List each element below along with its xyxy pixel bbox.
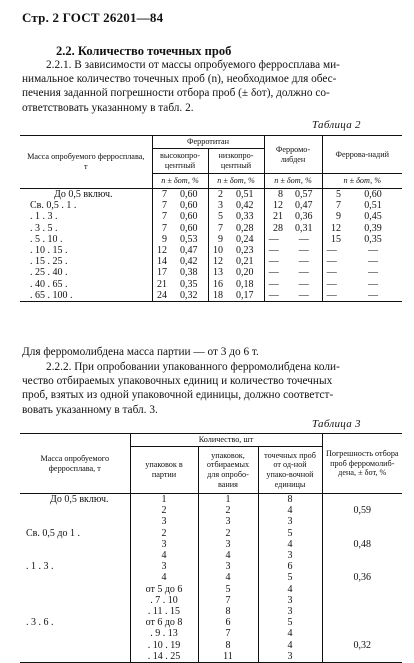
value-cell <box>322 561 402 572</box>
value-cell: — <box>264 267 286 278</box>
value-cell: 3 <box>198 516 258 527</box>
mass-cell <box>20 572 130 583</box>
mass-cell <box>20 539 130 550</box>
mass-cell <box>20 628 130 639</box>
value-cell: 4 <box>130 572 198 583</box>
value-cell: 3 <box>130 539 198 550</box>
value-cell: 0,24 <box>236 233 254 245</box>
value-cell: 3 <box>258 651 322 663</box>
value-cell: 9 <box>208 234 226 245</box>
table-row <box>20 561 402 572</box>
value-cell: 10 <box>208 245 226 256</box>
table-row <box>20 539 402 550</box>
value-cell: — <box>368 256 378 268</box>
value-cell: 24 <box>152 290 170 302</box>
value-cell <box>322 528 402 539</box>
value-cell: — <box>298 233 309 245</box>
table-row <box>20 595 402 606</box>
value-cell: 7 <box>208 223 226 234</box>
mass-cell: . 65 . 100 . <box>30 289 73 301</box>
mass-cell: . 1 . 3 . <box>30 211 58 223</box>
value-cell: 5 <box>258 572 322 583</box>
value-cell: 0,28 <box>236 222 254 234</box>
value-cell: 7 <box>198 628 258 639</box>
table-row <box>20 550 402 561</box>
value-cell <box>322 606 402 617</box>
value-cell: 5 <box>258 528 322 539</box>
value-cell: 12 <box>208 256 226 267</box>
table-row <box>20 290 402 302</box>
mass-cell <box>20 550 130 561</box>
value-cell: 4 <box>198 572 258 583</box>
value-cell: 5 <box>322 189 344 201</box>
col-ti-low: низкопро-центный <box>208 149 264 174</box>
value-cell: 0,42 <box>236 200 254 212</box>
value-cell: 0,21 <box>236 256 254 268</box>
value-cell: — <box>298 278 309 290</box>
sub-label: n ± δот, % <box>208 174 264 189</box>
value-cell: 13 <box>208 267 226 278</box>
value-cell: от 5 до 6 <box>130 584 198 595</box>
value-cell: 3 <box>258 550 322 561</box>
value-cell: 28 <box>264 223 286 234</box>
table-row <box>20 267 402 278</box>
table-row <box>20 516 402 527</box>
value-cell: 0,60 <box>180 200 198 212</box>
col-group-ferrotitan: Ферротитан <box>152 136 264 149</box>
col-selected: упаковок, отбираемых для опробо-вания <box>198 447 258 494</box>
text-line: 2.2.2. При опробовании упакованного ферромолибдена коли- <box>46 361 340 373</box>
mass-cell: . 25 . 40 . <box>30 267 68 279</box>
value-cell: 0,39 <box>364 222 382 234</box>
text-line: чество отбираемых упаковочных единиц и количество точечных <box>22 375 333 388</box>
value-cell: 9 <box>152 234 170 245</box>
value-cell: 0,23 <box>236 245 254 257</box>
value-cell: 7 <box>322 200 344 211</box>
value-cell: 3 <box>130 561 198 572</box>
value-cell: 2 <box>198 505 258 516</box>
table-row <box>20 584 402 595</box>
value-cell: 18 <box>208 290 226 302</box>
col-mass-header: Масса опробуемого ферросплава, т <box>20 434 130 494</box>
value-cell: 0,32 <box>180 289 198 301</box>
value-cell: 8 <box>198 640 258 651</box>
value-cell: . 9 . 13 <box>130 628 198 639</box>
table-row <box>20 606 402 617</box>
paragraph-2-2-1 <box>22 58 396 115</box>
table-row <box>20 572 402 583</box>
text-line: печения заданной погрешности отбора проб (± δот), должно со- <box>22 87 330 100</box>
table-row <box>20 245 402 256</box>
value-cell: 3 <box>258 595 322 606</box>
sub-label: n ± δот, % <box>152 174 208 189</box>
value-cell: — <box>322 290 344 302</box>
table-row <box>20 279 402 290</box>
value-cell: 0,60 <box>180 222 198 234</box>
value-cell <box>322 550 402 561</box>
table-row <box>20 494 402 506</box>
text-line: 2.2.1. В зависимости от массы опробуемого ферросплава ми- <box>46 59 340 71</box>
col-ferromolybdenum: Ферромо-либден <box>264 136 322 174</box>
text-line: вовать указанному в табл. 3. <box>22 403 158 416</box>
value-cell: 4 <box>130 550 198 561</box>
value-cell: 5 <box>198 584 258 595</box>
value-cell: 14 <box>152 256 170 267</box>
value-cell: 2 <box>208 189 226 201</box>
table-3-body <box>20 494 402 663</box>
value-cell: 0,18 <box>236 278 254 290</box>
value-cell: 0,33 <box>236 211 254 223</box>
value-cell: 3 <box>198 561 258 572</box>
value-cell: 4 <box>258 505 322 516</box>
value-cell: 4 <box>198 550 258 561</box>
value-cell: 11 <box>198 651 258 663</box>
value-cell: 0,32 <box>322 640 402 651</box>
value-cell: 12 <box>322 223 344 234</box>
table-row <box>20 505 402 516</box>
value-cell <box>322 628 402 639</box>
value-cell: 12 <box>264 200 286 211</box>
value-cell: 0,36 <box>322 572 402 583</box>
value-cell: 3 <box>198 539 258 550</box>
value-cell: 3 <box>130 516 198 527</box>
table-2 <box>20 135 402 302</box>
value-cell: — <box>322 279 344 290</box>
mass-cell <box>20 584 130 595</box>
value-cell: — <box>298 256 309 268</box>
value-cell: 0,53 <box>180 233 198 245</box>
value-cell: 2 <box>130 528 198 539</box>
value-cell: 0,51 <box>236 189 254 200</box>
value-cell: — <box>298 289 309 301</box>
table-row <box>20 640 402 651</box>
text-line: Для ферромолибдена масса партии — от 3 до 6 т. <box>22 346 259 358</box>
page-header: Стр. 2 ГОСТ 26201—84 <box>22 10 164 25</box>
value-cell: — <box>322 267 344 278</box>
value-cell: 0,42 <box>180 256 198 268</box>
value-cell: 4 <box>258 539 322 550</box>
value-cell: 0,35 <box>364 233 382 245</box>
value-cell: 8 <box>198 606 258 617</box>
text-line: нимальное количество точечных проб (n), необходимое для обес- <box>22 73 337 86</box>
value-cell: 1 <box>198 494 258 506</box>
value-cell: 4 <box>258 640 322 651</box>
value-cell: 6 <box>258 561 322 572</box>
value-cell: 0,20 <box>236 267 254 279</box>
table3-caption: Таблица 3 <box>312 418 361 430</box>
value-cell: 7 <box>152 189 170 201</box>
value-cell: 5 <box>208 211 226 222</box>
mass-cell: . 10 . 15 . <box>30 245 68 257</box>
mass-cell <box>20 640 130 651</box>
value-cell: 2 <box>130 505 198 516</box>
value-cell: 3 <box>258 516 322 527</box>
value-cell: 16 <box>208 279 226 290</box>
mass-cell: . 40 . 65 . <box>30 278 68 290</box>
value-cell: — <box>368 245 378 257</box>
col-packs: упаковок в партии <box>130 447 198 494</box>
value-cell <box>322 494 402 506</box>
value-cell: 0,60 <box>180 211 198 223</box>
sub-label: n ± δот, % <box>322 174 402 189</box>
mass-cell: Св. 0,5 до 1 . <box>26 527 80 539</box>
col-ferrovanadium: Феррова-надий <box>322 136 402 174</box>
mass-cell <box>20 606 130 617</box>
value-cell: 0,45 <box>364 211 382 223</box>
value-cell: . 14 . 25 <box>130 651 198 663</box>
section-title: 2.2. Количество точечных проб <box>56 44 232 58</box>
table-3 <box>20 433 402 663</box>
value-cell: 7 <box>152 223 170 234</box>
value-cell <box>322 651 402 663</box>
value-cell: 4 <box>258 628 322 639</box>
value-cell: 2 <box>198 528 258 539</box>
value-cell: 4 <box>258 584 322 595</box>
value-cell: 0,47 <box>295 200 313 212</box>
value-cell: 0,36 <box>295 211 313 223</box>
mass-cell <box>20 595 130 606</box>
text-line: проб, взятых из одной упаковочной единицы, должно соответст- <box>22 389 334 402</box>
value-cell: 0,47 <box>180 245 198 257</box>
value-cell: 1 <box>130 494 198 506</box>
value-cell: — <box>264 256 286 267</box>
mass-cell <box>20 505 130 516</box>
col-error: Погрешность отбора проб ферромолиб-дена, ± δот, % <box>322 434 402 494</box>
mass-cell: До 0,5 включ. <box>50 494 109 505</box>
value-cell: 21 <box>264 211 286 222</box>
value-cell: 0,51 <box>364 200 382 212</box>
mass-cell: . 15 . 25 . <box>30 256 68 268</box>
value-cell: — <box>264 290 286 302</box>
table-row <box>20 189 402 201</box>
text-line: ответствовать указанному в табл. 2. <box>22 101 194 114</box>
value-cell: 0,60 <box>364 189 382 200</box>
value-cell: 0,38 <box>180 267 198 279</box>
value-cell: 0,60 <box>180 189 198 200</box>
value-cell <box>322 595 402 606</box>
value-cell: 7 <box>198 595 258 606</box>
value-cell: — <box>368 278 378 290</box>
mass-cell <box>20 516 130 527</box>
value-cell: 9 <box>322 211 344 222</box>
value-cell: . 10 . 19 <box>130 640 198 651</box>
value-cell: — <box>264 245 286 256</box>
value-cell: 0,59 <box>322 505 402 516</box>
value-cell: — <box>264 279 286 290</box>
value-cell: — <box>298 245 309 257</box>
col-group-count: Количество, шт <box>130 434 322 447</box>
value-cell: — <box>322 256 344 267</box>
value-cell: 21 <box>152 279 170 290</box>
value-cell <box>322 584 402 595</box>
sub-label: n ± δот, % <box>264 174 322 189</box>
value-cell: 15 <box>322 234 344 245</box>
value-cell: 17 <box>152 267 170 278</box>
paragraph-mo-mass <box>22 345 396 359</box>
value-cell: 8 <box>264 189 286 201</box>
table-row <box>20 651 402 663</box>
table-row <box>20 200 402 211</box>
value-cell: 6 <box>198 617 258 628</box>
mass-cell: До 0,5 включ. <box>54 189 113 200</box>
table-row <box>20 617 402 628</box>
col-mass-header: Масса опробуемого ферросплава, т <box>20 136 152 189</box>
mass-cell: Св. 0,5 . 1 . <box>30 200 77 212</box>
value-cell: — <box>264 234 286 245</box>
value-cell: от 6 до 8 <box>130 617 198 628</box>
mass-cell: . 5 . 10 . <box>30 233 63 245</box>
table-row <box>20 223 402 234</box>
col-ti-high: высокопро-центный <box>152 149 208 174</box>
value-cell: 3 <box>258 606 322 617</box>
value-cell: 7 <box>152 211 170 222</box>
value-cell: 8 <box>258 494 322 506</box>
value-cell: 0,31 <box>295 222 313 234</box>
value-cell: . 11 . 15 <box>130 606 198 617</box>
value-cell: 0,17 <box>236 289 254 301</box>
table-row <box>20 211 402 222</box>
value-cell: 0,57 <box>295 189 313 200</box>
col-points: точечных проб от од-ной упако-вочной единицы <box>258 447 322 494</box>
value-cell: — <box>368 267 378 279</box>
mass-cell <box>20 651 130 663</box>
mass-cell: . 3 . 5 . <box>30 222 58 234</box>
value-cell: — <box>298 267 309 279</box>
paragraph-2-2-2 <box>22 360 396 417</box>
table-row <box>20 256 402 267</box>
value-cell: — <box>322 245 344 256</box>
table-row <box>20 628 402 639</box>
mass-cell: . 3 . 6 . <box>26 617 54 629</box>
value-cell: 5 <box>258 617 322 628</box>
table-row <box>20 234 402 245</box>
value-cell: 3 <box>208 200 226 211</box>
value-cell: 0,48 <box>322 539 402 550</box>
value-cell <box>322 617 402 628</box>
value-cell: 0,35 <box>180 278 198 290</box>
value-cell <box>322 516 402 527</box>
table-2-body <box>20 189 402 302</box>
table2-caption: Таблица 2 <box>312 119 361 131</box>
value-cell: — <box>368 289 378 301</box>
value-cell: 7 <box>152 200 170 211</box>
mass-cell: . 1 . 3 . <box>26 561 54 573</box>
table-row <box>20 528 402 539</box>
value-cell: . 7 . 10 <box>130 595 198 606</box>
value-cell: 12 <box>152 245 170 256</box>
